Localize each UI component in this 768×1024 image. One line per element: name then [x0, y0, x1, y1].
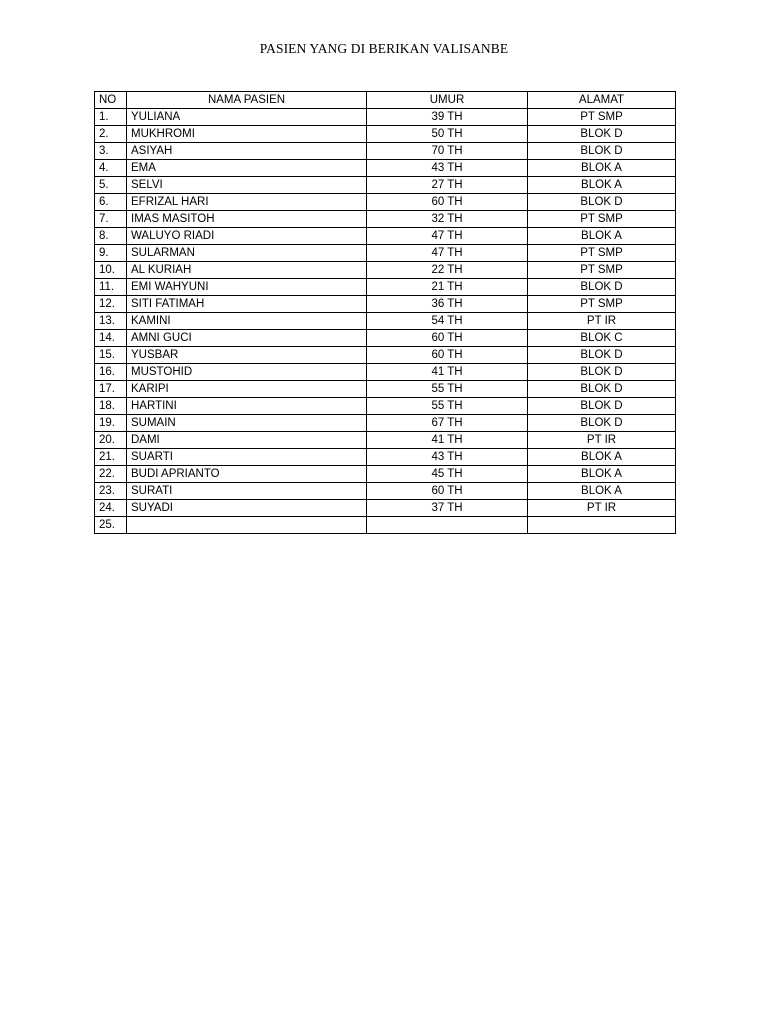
table-row	[95, 143, 676, 160]
row-number-cell: 11.	[95, 279, 127, 296]
age-cell: 43 TH	[367, 449, 528, 466]
row-number-cell: 23.	[95, 483, 127, 500]
patient-name-cell: EFRIZAL HARI	[127, 194, 367, 211]
column-header-no: NO	[95, 92, 127, 109]
patient-name-cell: IMAS MASITOH	[127, 211, 367, 228]
address-cell: BLOK D	[528, 143, 676, 160]
age-cell: 60 TH	[367, 330, 528, 347]
patient-name-cell: SUARTI	[127, 449, 367, 466]
patient-name-cell: EMA	[127, 160, 367, 177]
row-number-cell: 10.	[95, 262, 127, 279]
row-number-cell: 5.	[95, 177, 127, 194]
address-cell: BLOK D	[528, 126, 676, 143]
row-number-cell: 16.	[95, 364, 127, 381]
table-row	[95, 177, 676, 194]
patient-name-cell: EMI WAHYUNI	[127, 279, 367, 296]
patient-name-cell: AMNI GUCI	[127, 330, 367, 347]
row-number-cell: 14.	[95, 330, 127, 347]
age-cell: 32 TH	[367, 211, 528, 228]
row-number-cell: 21.	[95, 449, 127, 466]
age-cell: 60 TH	[367, 347, 528, 364]
table-row	[95, 313, 676, 330]
address-cell: BLOK A	[528, 160, 676, 177]
address-cell: BLOK D	[528, 364, 676, 381]
table-row	[95, 262, 676, 279]
row-number-cell: 19.	[95, 415, 127, 432]
patient-name-cell	[127, 517, 367, 534]
address-cell: PT SMP	[528, 262, 676, 279]
age-cell: 45 TH	[367, 466, 528, 483]
table-row	[95, 500, 676, 517]
row-number-cell: 8.	[95, 228, 127, 245]
patient-name-cell: ASIYAH	[127, 143, 367, 160]
address-cell: BLOK D	[528, 398, 676, 415]
address-cell: BLOK C	[528, 330, 676, 347]
table-row	[95, 126, 676, 143]
table-row	[95, 449, 676, 466]
age-cell: 37 TH	[367, 500, 528, 517]
age-cell: 47 TH	[367, 245, 528, 262]
age-cell: 43 TH	[367, 160, 528, 177]
patient-name-cell: SURATI	[127, 483, 367, 500]
age-cell: 27 TH	[367, 177, 528, 194]
address-cell: BLOK A	[528, 483, 676, 500]
row-number-cell: 22.	[95, 466, 127, 483]
patient-table	[94, 91, 676, 534]
age-cell: 55 TH	[367, 381, 528, 398]
row-number-cell: 6.	[95, 194, 127, 211]
row-number-cell: 7.	[95, 211, 127, 228]
age-cell	[367, 517, 528, 534]
row-number-cell: 18.	[95, 398, 127, 415]
patient-name-cell: YUSBAR	[127, 347, 367, 364]
address-cell: BLOK D	[528, 415, 676, 432]
age-cell: 67 TH	[367, 415, 528, 432]
age-cell: 50 TH	[367, 126, 528, 143]
patient-name-cell: YULIANA	[127, 109, 367, 126]
patient-name-cell: WALUYO RIADI	[127, 228, 367, 245]
address-cell: PT SMP	[528, 245, 676, 262]
table-row	[95, 296, 676, 313]
age-cell: 55 TH	[367, 398, 528, 415]
table-row	[95, 109, 676, 126]
age-cell: 60 TH	[367, 483, 528, 500]
table-row	[95, 194, 676, 211]
address-cell: PT SMP	[528, 211, 676, 228]
address-cell: PT SMP	[528, 109, 676, 126]
age-cell: 36 TH	[367, 296, 528, 313]
table-row	[95, 415, 676, 432]
patient-name-cell: AL KURIAH	[127, 262, 367, 279]
address-cell: BLOK D	[528, 347, 676, 364]
table-row	[95, 381, 676, 398]
patient-name-cell: HARTINI	[127, 398, 367, 415]
address-cell: PT IR	[528, 313, 676, 330]
patient-name-cell: SITI FATIMAH	[127, 296, 367, 313]
age-cell: 39 TH	[367, 109, 528, 126]
row-number-cell: 12.	[95, 296, 127, 313]
age-cell: 54 TH	[367, 313, 528, 330]
patient-name-cell: SULARMAN	[127, 245, 367, 262]
patient-name-cell: SUYADI	[127, 500, 367, 517]
address-cell: BLOK A	[528, 449, 676, 466]
row-number-cell: 15.	[95, 347, 127, 364]
patient-name-cell: SUMAIN	[127, 415, 367, 432]
table-row	[95, 160, 676, 177]
row-number-cell: 24.	[95, 500, 127, 517]
table-row	[95, 245, 676, 262]
address-cell: BLOK D	[528, 279, 676, 296]
age-cell: 41 TH	[367, 364, 528, 381]
row-number-cell: 20.	[95, 432, 127, 449]
row-number-cell: 17.	[95, 381, 127, 398]
address-cell: BLOK A	[528, 466, 676, 483]
column-header-alamat: ALAMAT	[528, 92, 676, 109]
patient-name-cell: MUKHROMI	[127, 126, 367, 143]
age-cell: 41 TH	[367, 432, 528, 449]
row-number-cell: 3.	[95, 143, 127, 160]
age-cell: 22 TH	[367, 262, 528, 279]
table-row	[95, 211, 676, 228]
table-row	[95, 483, 676, 500]
patient-name-cell: BUDI APRIANTO	[127, 466, 367, 483]
row-number-cell: 2.	[95, 126, 127, 143]
age-cell: 60 TH	[367, 194, 528, 211]
row-number-cell: 1.	[95, 109, 127, 126]
age-cell: 21 TH	[367, 279, 528, 296]
column-header-umur: UMUR	[367, 92, 528, 109]
table-row	[95, 347, 676, 364]
table-row	[95, 364, 676, 381]
table-row	[95, 432, 676, 449]
row-number-cell: 9.	[95, 245, 127, 262]
patient-name-cell: MUSTOHID	[127, 364, 367, 381]
address-cell: BLOK A	[528, 177, 676, 194]
row-number-cell: 4.	[95, 160, 127, 177]
address-cell: BLOK D	[528, 194, 676, 211]
patient-name-cell: KARIPI	[127, 381, 367, 398]
table-row	[95, 279, 676, 296]
age-cell: 70 TH	[367, 143, 528, 160]
table-row	[95, 330, 676, 347]
patient-name-cell: SELVI	[127, 177, 367, 194]
header-row	[95, 92, 676, 109]
table-row	[95, 466, 676, 483]
address-cell: BLOK A	[528, 228, 676, 245]
table-body	[95, 109, 676, 534]
address-cell	[528, 517, 676, 534]
row-number-cell: 25.	[95, 517, 127, 534]
patient-name-cell: KAMINI	[127, 313, 367, 330]
column-header-nama-pasien: NAMA PASIEN	[127, 92, 367, 109]
table-row	[95, 398, 676, 415]
row-number-cell: 13.	[95, 313, 127, 330]
page-title: PASIEN YANG DI BERIKAN VALISANBE	[259, 41, 509, 56]
address-cell: PT IR	[528, 500, 676, 517]
address-cell: PT IR	[528, 432, 676, 449]
age-cell: 47 TH	[367, 228, 528, 245]
table-row	[95, 517, 676, 534]
table-header	[95, 92, 676, 109]
address-cell: PT SMP	[528, 296, 676, 313]
patient-name-cell: DAMI	[127, 432, 367, 449]
table-row	[95, 228, 676, 245]
address-cell: BLOK D	[528, 381, 676, 398]
